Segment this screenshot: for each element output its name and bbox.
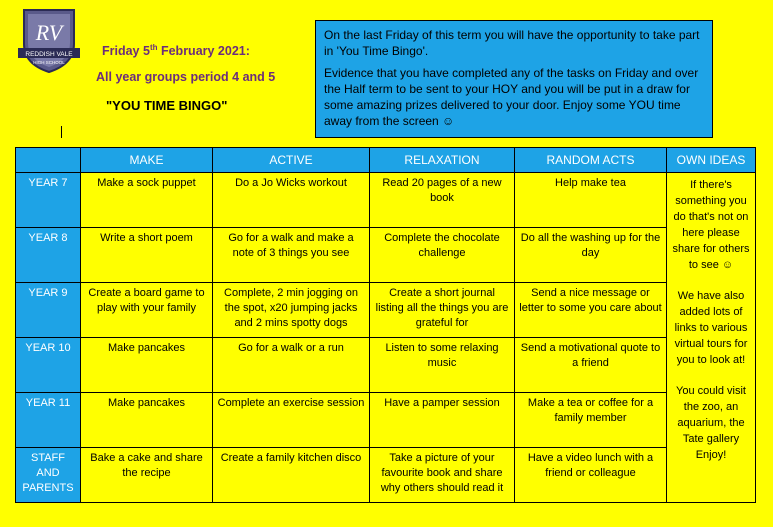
row-label: YEAR 11 <box>16 393 81 448</box>
table-cell: Help make tea <box>515 173 667 228</box>
table-cell: Go for a walk and make a note of 3 things you see <box>213 228 370 283</box>
row-label: YEAR 9 <box>16 283 81 338</box>
table-cell: Have a pamper session <box>370 393 515 448</box>
table-row <box>16 448 756 503</box>
table-row <box>16 283 756 338</box>
table-cell: Do all the washing up for the day <box>515 228 667 283</box>
year-groups: All year groups period 4 and 5 <box>96 70 276 84</box>
table-cell: Complete, 2 min jogging on the spot, x20 jumping jacks and 2 mins spotty dogs <box>213 283 370 338</box>
header-make: MAKE <box>81 148 213 173</box>
own-ideas-text-1: If there's something you do that's not on here please share for others to see ☺ <box>672 179 750 271</box>
table-cell: Create a short journal listing all the things you are grateful for <box>370 283 515 338</box>
info-paragraph-1: On the last Friday of this term you will have the opportunity to take part in 'You Time Bingo'. <box>324 28 700 58</box>
table-cell: Make pancakes <box>81 393 213 448</box>
table-cell: Make a sock puppet <box>81 173 213 228</box>
table-cell: Create a family kitchen disco <box>213 448 370 503</box>
table-row <box>16 173 756 228</box>
table-cell: Go for a walk or a run <box>213 338 370 393</box>
table-cell: Complete the chocolate challenge <box>370 228 515 283</box>
header-random-acts: RANDOM ACTS <box>515 148 667 173</box>
page-title: "YOU TIME BINGO" <box>106 98 228 113</box>
table-cell: Do a Jo Wicks workout <box>213 173 370 228</box>
table-cell: Send a nice message or letter to some you care about <box>515 283 667 338</box>
table-cell: Send a motivational quote to a friend <box>515 338 667 393</box>
header-corner <box>16 148 81 173</box>
row-label: STAFF AND PARENTS <box>16 448 81 503</box>
table-cell: Have a video lunch with a friend or colleague <box>515 448 667 503</box>
logo-name: REDDISH VALE <box>25 51 73 58</box>
table-cell: Make pancakes <box>81 338 213 393</box>
table-row <box>16 228 756 283</box>
table-cell: Create a board game to play with your family <box>81 283 213 338</box>
own-ideas-text-2: We have also added lots of links to various virtual tours for you to look at! <box>674 290 748 366</box>
row-label: YEAR 10 <box>16 338 81 393</box>
header-own-ideas: OWN IDEAS <box>667 148 756 173</box>
text-cursor <box>61 126 62 138</box>
table-cell: Bake a cake and share the recipe <box>81 448 213 503</box>
table-cell: Write a short poem <box>81 228 213 283</box>
info-paragraph-2: Evidence that you have completed any of the tasks on Friday and over the Half term to be sent to your HOY and you will be put in a draw for some amazing prizes delivered to your door. Enjoy some YOU time away from the screen ☺ <box>324 66 699 128</box>
logo-letters: RV <box>35 20 63 45</box>
row-label: YEAR 7 <box>16 173 81 228</box>
row-label: YEAR 8 <box>16 228 81 283</box>
bingo-table <box>15 147 756 503</box>
own-ideas-cell <box>667 173 756 503</box>
table-cell: Complete an exercise session <box>213 393 370 448</box>
header-relaxation: RELAXATION <box>370 148 515 173</box>
table-cell: Make a tea or coffee for a family member <box>515 393 667 448</box>
event-date: Friday 5th February 2021: <box>102 43 250 59</box>
header-active: ACTIVE <box>213 148 370 173</box>
table-cell: Take a picture of your favourite book and share why others should read it <box>370 448 515 503</box>
table-header-row <box>16 148 756 173</box>
logo-sub: HIGH SCHOOL <box>33 60 65 65</box>
school-logo <box>18 6 80 74</box>
table-row <box>16 338 756 393</box>
info-box <box>315 20 713 138</box>
table-cell: Listen to some relaxing music <box>370 338 515 393</box>
own-ideas-text-3: You could visit the zoo, an aquarium, the Tate gallery Enjoy! <box>676 385 746 461</box>
table-row <box>16 393 756 448</box>
table-cell: Read 20 pages of a new book <box>370 173 515 228</box>
